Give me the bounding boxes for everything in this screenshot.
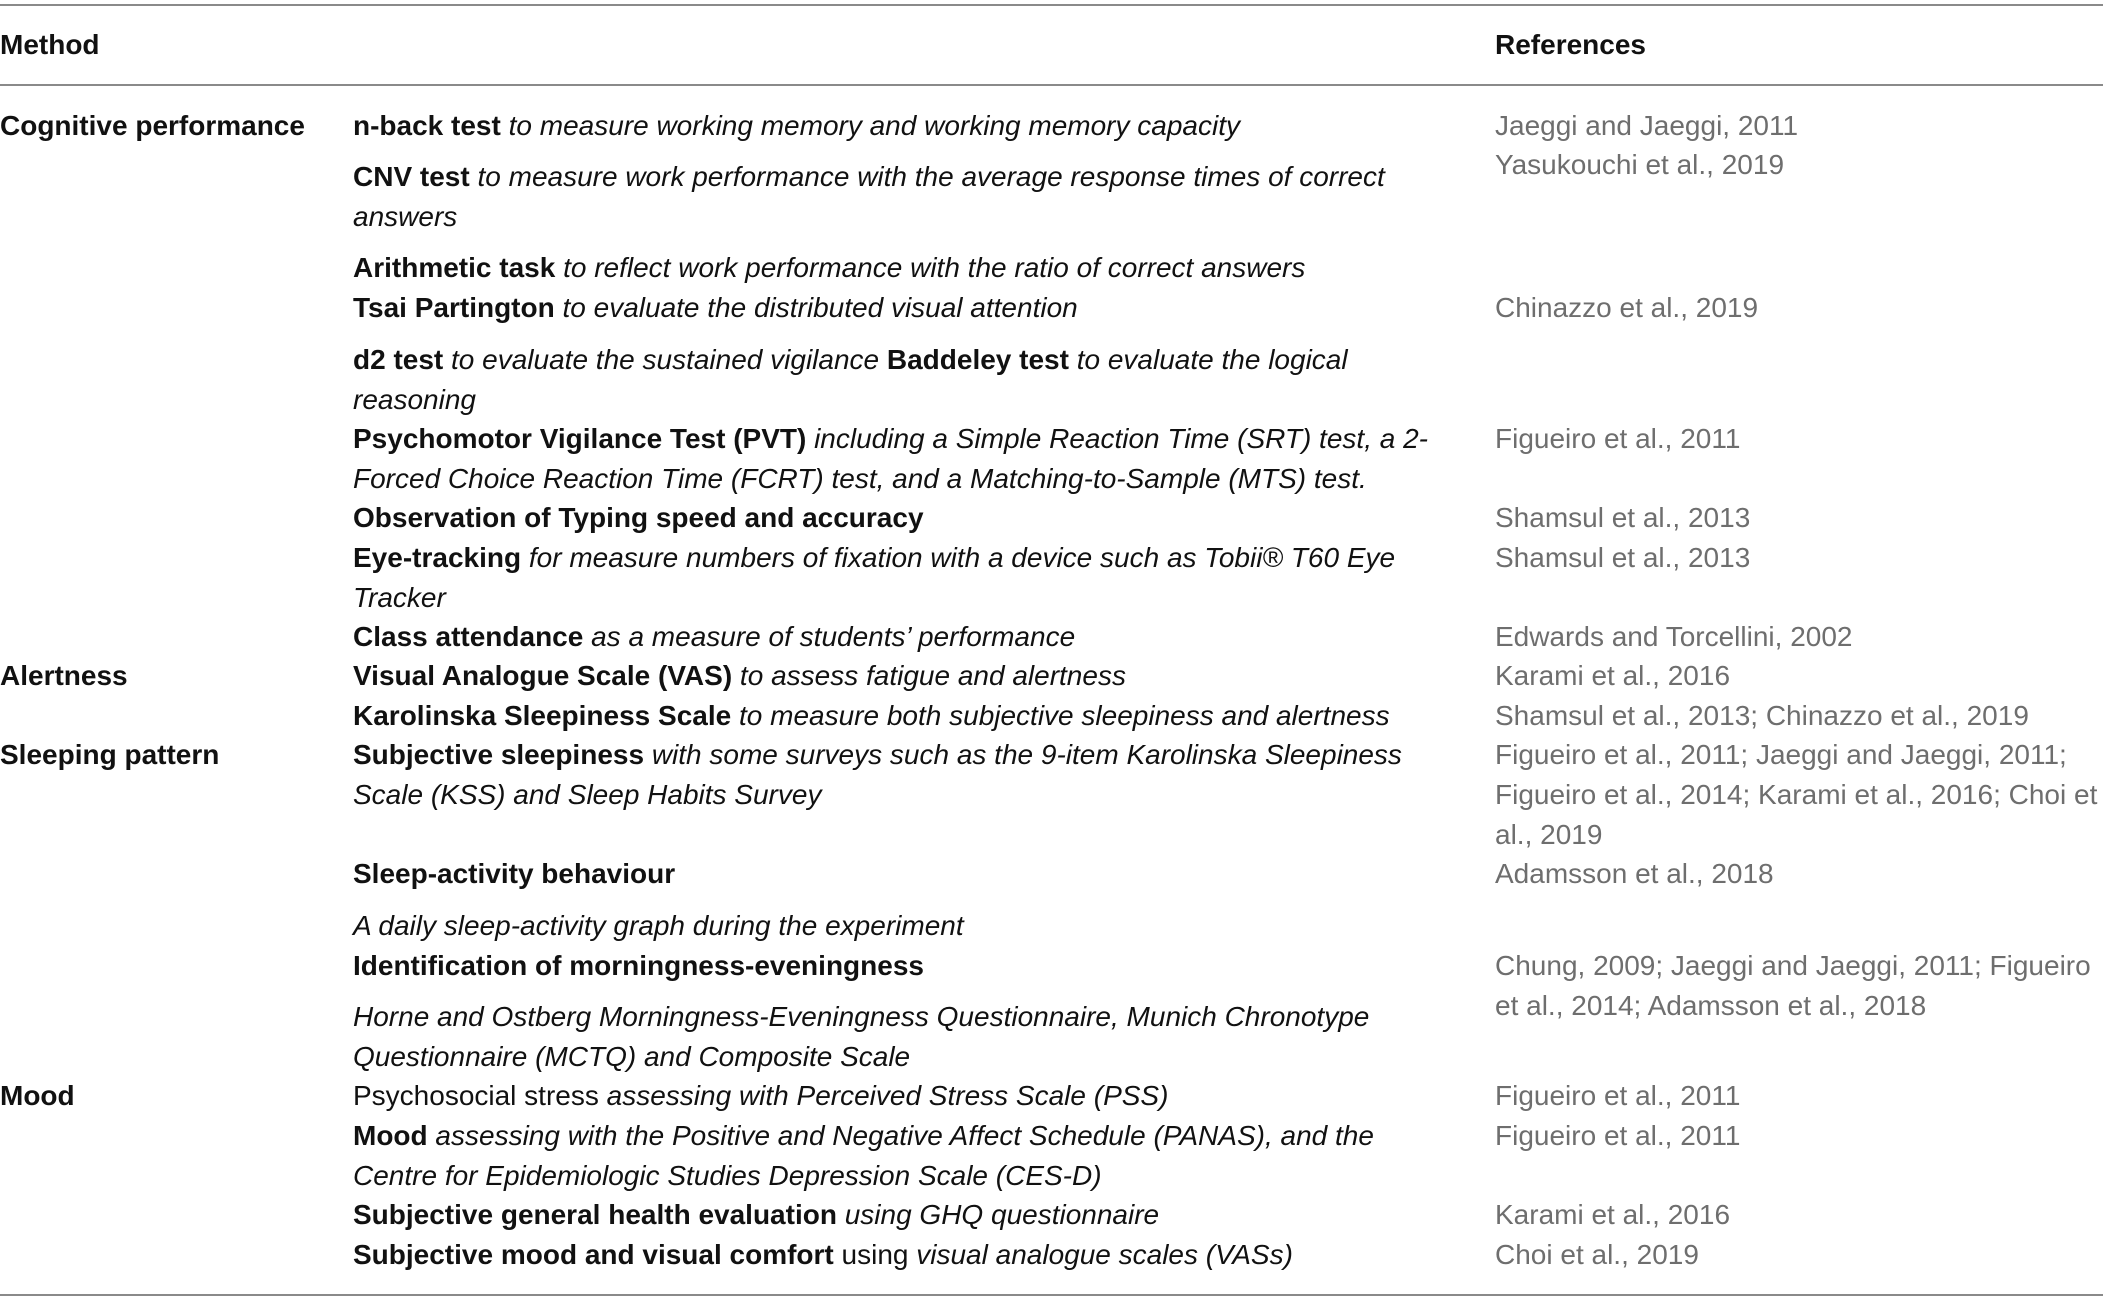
reference-entry: Figueiro et al., 2011; Jaeggi and Jaeggi, 2011; Figueiro et al., 2014; Karami et al., 2016; Choi et al., 2019 (1495, 739, 2098, 850)
method-name: Visual Analogue Scale (VAS) (353, 660, 733, 691)
method-description: to measure work performance with the average response times of correct answers (353, 161, 1385, 232)
method-name: Sleep-activity behaviour (353, 858, 676, 889)
method-description: assessing with the Positive and Negative Affect Schedule (PANAS), and the Centre for Epidemiologic Studies Depression Scale (CES-D) (353, 1120, 1374, 1191)
method-sleep-activity (353, 854, 1463, 894)
method-name: Class attendance (353, 621, 584, 652)
method-description: assessing with Perceived Stress Scale (PSS) (598, 1080, 1169, 1111)
method-subjective-sleepiness (353, 735, 1463, 815)
method-name: Karolinska Sleepiness Scale (353, 700, 732, 731)
method-morningness-description (353, 997, 1463, 1077)
method-description: to assess fatigue and alertness (732, 660, 1126, 691)
method-name: CNV test (353, 161, 470, 192)
method-typing (353, 498, 1463, 538)
method-description: with some surveys such as the 9-item Karolinska Sleepiness Scale (KSS) and Sleep Habits Survey (353, 739, 1402, 810)
category-alertness: Alertness (0, 660, 128, 691)
method-description: to evaluate the logical reasoning (353, 344, 1348, 415)
method-morningness (353, 946, 1463, 986)
method-name: Psychosocial stress (353, 1080, 599, 1111)
method-name: Mood (353, 1120, 428, 1151)
reference-entry: Karami et al., 2016 (1495, 660, 1731, 691)
header-rule (0, 84, 2103, 86)
category-cognitive-performance: Cognitive performance (0, 110, 305, 141)
method-arithmetic (353, 248, 1463, 288)
method-name: Tsai Partington (353, 292, 555, 323)
method-ghq (353, 1195, 1463, 1235)
method-description: to evaluate the sustained vigilance (443, 344, 887, 375)
method-description: as a measure of students’ performance (583, 621, 1076, 652)
method-kss (353, 696, 1463, 736)
reference-entry: Shamsul et al., 2013 (1495, 542, 1751, 573)
reference-entry: Yasukouchi et al., 2019 (1495, 149, 1785, 180)
table-bottom-rule (0, 1294, 2103, 1296)
method-description: to evaluate the distributed visual attention (554, 292, 1078, 323)
method-nback (353, 106, 1463, 146)
method-tsai-partington (353, 288, 1463, 328)
method-description: to reflect work performance with the ratio of correct answers (555, 252, 1306, 283)
method-description: A daily sleep-activity graph during the experiment (353, 910, 964, 941)
reference-entry: Adamsson et al., 2018 (1495, 858, 1774, 889)
reference-entry: Figueiro et al., 2011 (1495, 423, 1741, 454)
reference-entry: Chinazzo et al., 2019 (1495, 292, 1759, 323)
reference-entry: Chung, 2009; Jaeggi and Jaeggi, 2011; Figueiro et al., 2014; Adamsson et al., 2018 (1495, 950, 2091, 1021)
method-name: Identification of morningness-eveningness (353, 950, 924, 981)
method-name: n-back test (353, 110, 501, 141)
method-description: for measure numbers of fixation with a device such as Tobii® T60 Eye Tracker (353, 542, 1396, 613)
reference-entry: Shamsul et al., 2013; Chinazzo et al., 2019 (1495, 700, 2029, 731)
reference-entry: Edwards and Torcellini, 2002 (1495, 621, 1853, 652)
reference-entry: Figueiro et al., 2011 (1495, 1120, 1741, 1151)
method-name: Observation of Typing speed and accuracy (353, 502, 924, 533)
method-eye-tracking (353, 538, 1463, 618)
method-name: d2 test (353, 344, 444, 375)
method-description: Horne and Ostberg Morningness-Eveningness Questionnaire, Munich Chronotype Questionnaire (MCTQ) and Composite Scale (353, 1001, 1370, 1072)
method-description: using GHQ questionnaire (836, 1199, 1160, 1230)
method-name: Baddeley test (886, 344, 1069, 375)
reference-entry: Jaeggi and Jaeggi, 2011 (1495, 110, 1799, 141)
method-description: including a Simple Reaction Time (SRT) test, a 2-Forced Choice Reaction Time (FCRT) test, and a Matching-to-Sample (MTS) test. (353, 423, 1428, 494)
reference-entry: Choi et al., 2019 (1495, 1239, 1699, 1270)
references-column-header: References (1495, 29, 1646, 60)
method-pvt (353, 419, 1463, 499)
method-name: Subjective mood and visual comfort (353, 1239, 834, 1270)
method-name: Eye-tracking (353, 542, 522, 573)
method-description: to measure working memory and working memory capacity (500, 110, 1240, 141)
table-top-rule (0, 4, 2103, 6)
category-mood: Mood (0, 1080, 75, 1111)
method-column-header: Method (0, 29, 100, 60)
method-mood-visual-comfort (353, 1235, 1463, 1275)
method-name: Psychomotor Vigilance Test (PVT) (353, 423, 807, 454)
reference-entry: Figueiro et al., 2011 (1495, 1080, 1741, 1111)
method-description: to measure both subjective sleepiness and alertness (731, 700, 1390, 731)
method-d2-baddeley (353, 340, 1463, 420)
method-class-attendance (353, 617, 1463, 657)
method-description: visual analogue scales (VASs) (916, 1239, 1293, 1270)
method-sleep-activity-description (353, 906, 1463, 946)
reference-entry: Shamsul et al., 2013 (1495, 502, 1751, 533)
method-psychosocial-stress (353, 1076, 1463, 1116)
reference-entry: Karami et al., 2016 (1495, 1199, 1731, 1230)
method-cnv (353, 157, 1463, 237)
method-name: Subjective general health evaluation (353, 1199, 837, 1230)
method-name: Arithmetic task (353, 252, 556, 283)
method-mood (353, 1116, 1463, 1196)
category-sleeping-pattern: Sleeping pattern (0, 739, 220, 770)
method-vas (353, 656, 1463, 696)
method-name: Subjective sleepiness (353, 739, 645, 770)
method-connector: using (833, 1239, 917, 1270)
